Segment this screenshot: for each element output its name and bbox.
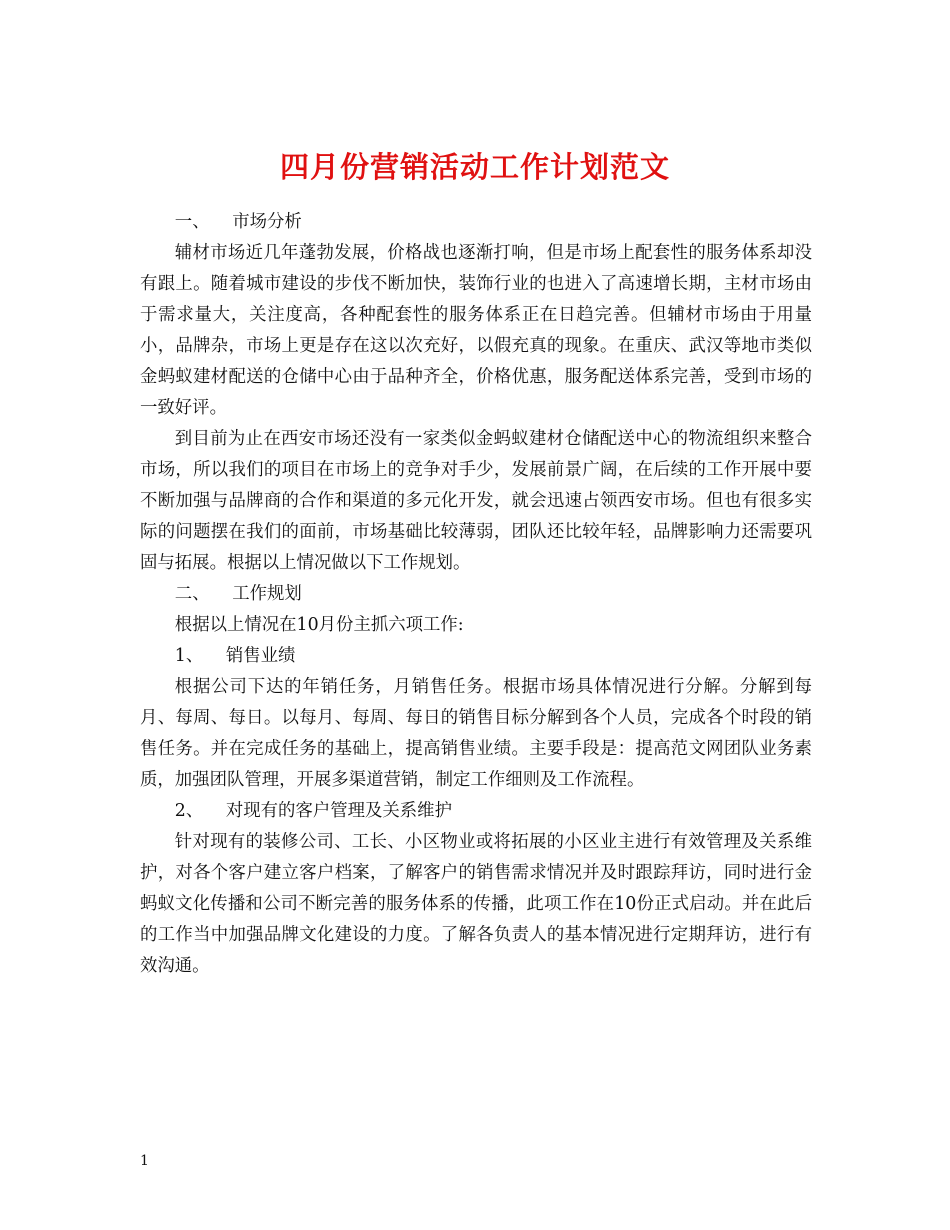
paragraph-xian-market: 到目前为止在西安市场还没有一家类似金蚂蚁建材仓储配送中心的物流组织来整合市场，所以我们的项目在市场上的竞争对手少，发展前景广阔，在后续的工作开展中要不断加强与品牌商的合作和渠道的多元化开发，就会迅速占领西安市场。但也有很多实际的问题摆在我们的面前，市场基础比较薄弱，团队还比较年轻，品牌影响力还需要巩固与拓展。根据以上情况做以下工作规划。 xyxy=(140,429,812,573)
item-number: 2、 xyxy=(174,801,204,821)
paragraph-sales-performance: 根据公司下达的年销任务，月销售任务。根据市场具体情况进行分解。分解到每月、每周、每日。以每月、每周、每日的销售目标分解到各个人员，完成各个时段的销售任务。并在完成任务的基础上，提高销售业绩。主要手段是：提高范文网团队业务素质，加强团队管理，开展多渠道营销，制定工作细则及工作流程。 xyxy=(140,677,812,790)
page-number: 1 xyxy=(140,1153,149,1169)
document-body xyxy=(140,207,812,982)
item-label: 销售业绩 xyxy=(225,646,296,666)
item-number: 1、 xyxy=(174,646,204,666)
section-label: 市场分析 xyxy=(232,212,302,232)
paragraph-customer-management: 针对现有的装修公司、工长、小区物业或将拓展的小区业主进行有效管理及关系维护，对各个客户建立客户档案，了解客户的销售需求情况并及时跟踪拜访，同时进行金蚂蚁文化传播和公司不断完善的服务体系的传播，此项工作在10份正式启动。并在此后的工作当中加强品牌文化建设的力度。了解各负责人的基本情况进行定期拜访，进行有效沟通。 xyxy=(140,832,812,976)
item-heading-customer-management xyxy=(140,796,812,827)
section-label: 工作规划 xyxy=(232,584,302,604)
paragraph-work-intro: 根据以上情况在10月份主抓六项工作: xyxy=(174,615,464,635)
section-heading-work-plan xyxy=(140,579,812,610)
document-title: 四月份营销活动工作计划范文 xyxy=(279,150,670,185)
paragraph-market-overview: 辅材市场近几年蓬勃发展，价格战也逐渐打响，但是市场上配套性的服务体系却没有跟上。随着城市建设的步伐不断加快，装饰行业的也进入了高速增长期，主材市场由于需求量大，关注度高，各种配套性的服务体系正在日趋完善。但辅材市场由于用量小，品牌杂，市场上更是存在这以次充好，以假充真的现象。在重庆、武汉等地市类似金蚂蚁建材配送的仓储中心由于品种齐全，价格优惠，服务配送体系完善，受到市场的一致好评。 xyxy=(140,243,812,418)
item-label: 对现有的客户管理及关系维护 xyxy=(225,801,452,821)
section-number: 一、 xyxy=(174,212,210,232)
item-heading-sales-performance xyxy=(140,641,812,672)
section-number: 二、 xyxy=(174,584,210,604)
section-heading-market-analysis xyxy=(140,207,812,238)
